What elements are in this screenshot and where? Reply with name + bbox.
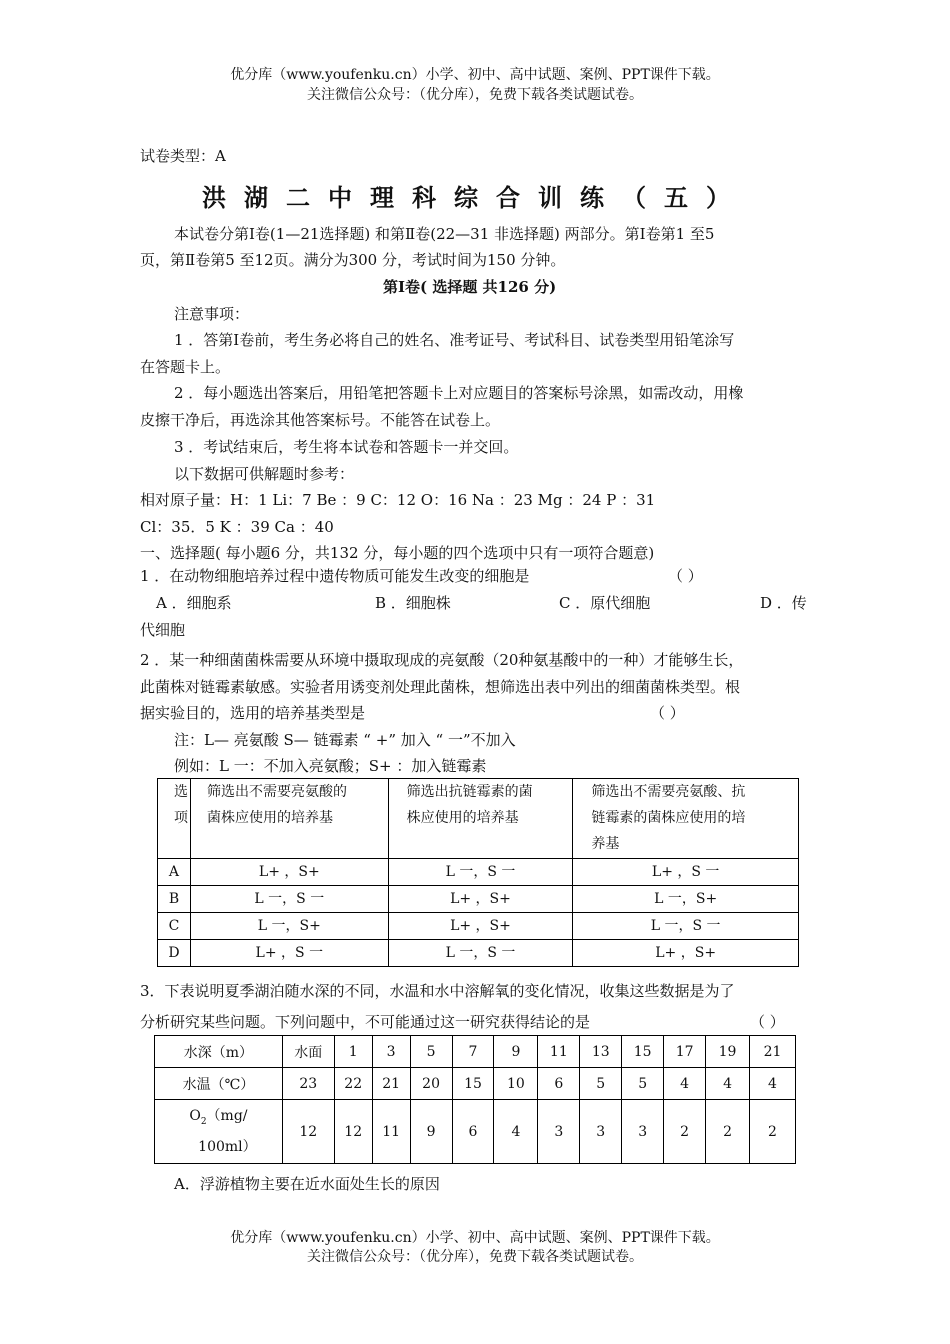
table-cell: 2	[706, 1100, 750, 1164]
page-title: 洪湖二中理科综合训练（五）	[202, 184, 748, 212]
table-cell: L 一，S 一	[573, 913, 799, 940]
intro-line-1: 本试卷分第Ⅰ卷(1—21选择题) 和第Ⅱ卷(22—31 非选择题) 两部分。第Ⅰ卷第1 至5	[174, 225, 715, 243]
q3-stem-2: 分析研究某些问题。下列问题中，不可能通过这一研究获得结论的是	[140, 1013, 591, 1031]
table-cell: 6	[452, 1100, 494, 1164]
table-cell: L 一，S 一	[190, 886, 388, 913]
table-cell: 2	[664, 1100, 706, 1164]
intro-line-2: 页，第Ⅱ卷第5 至12页。满分为300 分，考试时间为150 分钟。	[140, 251, 566, 269]
table-cell: L+ ，S+	[388, 913, 573, 940]
section-title: 第Ⅰ卷( 选择题 共126 分)	[383, 278, 557, 296]
notice-1a: 1 ．答第Ⅰ卷前，考生务必将自己的姓名、准考证号、考试科目、试卷类型用铅笔涂写	[174, 331, 735, 349]
footer-line-2: 关注微信公众号：（优分库），免费下载各类试题试卷。	[307, 1249, 643, 1265]
table-cell: 17	[664, 1036, 706, 1068]
table-row	[158, 940, 799, 967]
q2-note: 注：L— 亮氨酸 S— 链霉素 “ +” 加入 “ 一”不加入	[174, 731, 516, 749]
table-cell: 5	[410, 1036, 452, 1068]
q1-answer-paren: （ ）	[668, 567, 703, 585]
table-cell: L+ ，S 一	[573, 859, 799, 886]
table-cell: 3	[372, 1036, 410, 1068]
table-cell: 12	[334, 1100, 372, 1164]
table-cell: L 一，S+	[190, 913, 388, 940]
data-reference: 以下数据可供解题时参考：	[174, 465, 355, 483]
table-row	[158, 886, 799, 913]
table-cell: 9	[410, 1100, 452, 1164]
table-cell: L 一，S 一	[388, 859, 573, 886]
table-cell: 19	[706, 1036, 750, 1068]
table-cell: 2	[749, 1100, 795, 1164]
table-cell: 水面	[282, 1036, 334, 1068]
table-cell: 5	[580, 1068, 622, 1100]
q2-stem-2: 此菌株对链霉素敏感。实验者用诱变剂处理此菌株，想筛选出表中列出的细菌菌株类型。根	[140, 678, 741, 696]
q1-option-d: D ．传	[760, 594, 807, 612]
part1-title: 一、选择题( 每小题6 分，共132 分，每小题的四个选项中只有一项符合题意)	[140, 544, 655, 562]
row-label: A	[158, 859, 191, 886]
header-cell-no-leucine: 筛选出不需要亮氨酸的 菌株应使用的培养基	[190, 779, 388, 859]
atomic-mass-2: Cl：35．5 K ：39 Ca ：40	[140, 518, 334, 536]
q3-table	[154, 1035, 796, 1164]
table-row	[158, 859, 799, 886]
table-cell: 20	[410, 1068, 452, 1100]
table-row	[158, 913, 799, 940]
table-cell: 9	[494, 1036, 538, 1068]
table-cell: 23	[282, 1068, 334, 1100]
table-cell: 10	[494, 1068, 538, 1100]
notice-3: 3 ．考试结束后，考生将本试卷和答题卡一并交回。	[174, 438, 519, 456]
header-line-2: 关注微信公众号：（优分库），免费下载各类试题试卷。	[307, 87, 643, 103]
table-cell: 11	[372, 1100, 410, 1164]
table-cell: L+ ，S+	[573, 940, 799, 967]
q1-stem: 1 ．在动物细胞培养过程中遗传物质可能发生改变的细胞是	[140, 567, 530, 585]
table-cell: L+ ，S 一	[190, 940, 388, 967]
table-cell: 3	[580, 1100, 622, 1164]
notice-title: 注意事项：	[174, 305, 250, 323]
table-cell: 4	[749, 1068, 795, 1100]
table-cell: L+ ，S+	[388, 886, 573, 913]
row-label: B	[158, 886, 191, 913]
notice-1b: 在答题卡上。	[140, 358, 231, 376]
table-cell: 22	[334, 1068, 372, 1100]
header-cell-option: 选 项	[158, 779, 191, 859]
table-cell: 1	[334, 1036, 372, 1068]
table-cell: 3	[622, 1100, 664, 1164]
q1-option-c: C ．原代细胞	[559, 594, 651, 612]
q2-stem-3: 据实验目的，选用的培养基类型是	[140, 704, 366, 722]
header-line-1: 优分库（www.youfenku.cn）小学、初中、高中试题、案例、PPT课件下载。	[230, 67, 720, 83]
table-cell: 5	[622, 1068, 664, 1100]
table-cell: 21	[749, 1036, 795, 1068]
oxygen-label: $O_2(mg/$ 100ml）	[155, 1100, 283, 1164]
table-cell: 6	[538, 1068, 580, 1100]
q3-answer-paren: （ ）	[750, 1013, 785, 1031]
q1-option-a: A ．细胞系	[156, 594, 232, 612]
table-cell: 3	[538, 1100, 580, 1164]
notice-2a: 2 ．每小题选出答案后，用铅笔把答题卡上对应题目的答案标号涂黑，如需改动，用橡	[174, 384, 744, 402]
table-header-row	[158, 779, 799, 859]
q1-option-b: B ．细胞株	[375, 594, 451, 612]
temperature-label: 水温（℃）	[155, 1068, 283, 1100]
table-cell: 4	[664, 1068, 706, 1100]
table-cell: 4	[494, 1100, 538, 1164]
table-cell: L 一，S+	[573, 886, 799, 913]
q2-answer-paren: （ ）	[650, 704, 685, 722]
table-cell: 11	[538, 1036, 580, 1068]
q3-stem-1: 3．下表说明夏季湖泊随水深的不同，水温和水中溶解氧的变化情况，收集这些数据是为了	[140, 982, 735, 1000]
notice-2b: 皮擦干净后，再选涂其他答案标号。不能答在试卷上。	[140, 411, 501, 429]
oxygen-row	[155, 1100, 796, 1164]
temperature-row	[155, 1068, 796, 1100]
table-cell: 7	[452, 1036, 494, 1068]
paper-type: 试卷类型：A	[140, 147, 226, 165]
table-cell: 12	[282, 1100, 334, 1164]
row-label: C	[158, 913, 191, 940]
header-cell-streptomycin-resistant: 筛选出抗链霉素的菌 株应使用的培养基	[388, 779, 573, 859]
table-cell: 15	[622, 1036, 664, 1068]
table-cell: 15	[452, 1068, 494, 1100]
q2-table	[157, 778, 799, 967]
footer-line-1: 优分库（www.youfenku.cn）小学、初中、高中试题、案例、PPT课件下载。	[230, 1230, 720, 1246]
q3-option-a: A．浮游植物主要在近水面处生长的原因	[174, 1175, 440, 1193]
atomic-mass-1: 相对原子量：H：1 Li：7 Be ：9 C：12 O：16 Na ：23 Mg ：24 P ：31	[140, 491, 656, 509]
table-cell: 4	[706, 1068, 750, 1100]
row-label: D	[158, 940, 191, 967]
table-cell: L+ ，S+	[190, 859, 388, 886]
q1-option-d-cont: 代细胞	[140, 621, 186, 639]
table-cell: L 一，S 一	[388, 940, 573, 967]
table-cell: 21	[372, 1068, 410, 1100]
depth-row	[155, 1036, 796, 1068]
q2-stem-1: 2 ．某一种细菌菌株需要从环境中摄取现成的亮氨酸（20种氨基酸中的一种）才能够生长，	[140, 651, 744, 669]
table-cell: 13	[580, 1036, 622, 1068]
q2-example: 例如：L 一：不加入亮氨酸；S+ ：加入链霉素	[174, 757, 487, 775]
depth-label: 水深（m）	[155, 1036, 283, 1068]
header-cell-both: 筛选出不需要亮氨酸、抗 链霉素的菌株应使用的培 养基	[573, 779, 799, 859]
